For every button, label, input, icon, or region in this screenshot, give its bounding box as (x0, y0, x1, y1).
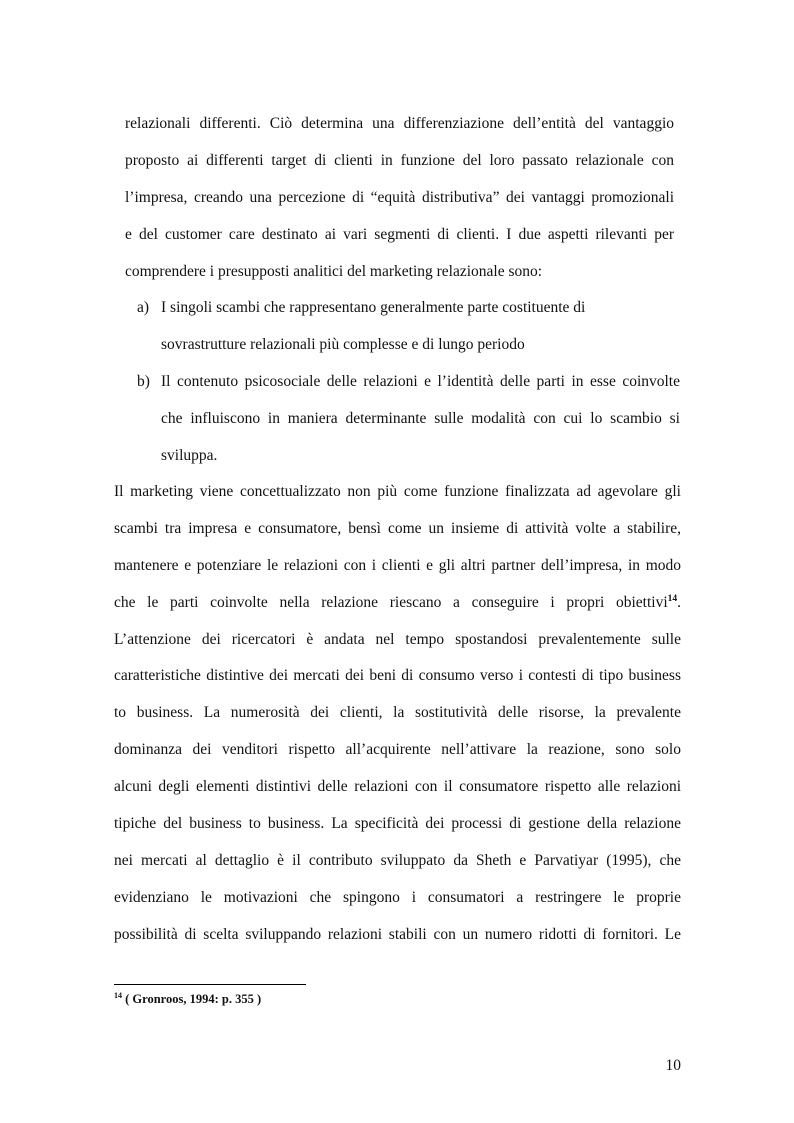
body-line: to business. La numerosità dei clienti, la sostitutività delle risorse, la prevalente (114, 704, 681, 721)
page-number: 10 (665, 1057, 681, 1074)
body-line: Il marketing viene concettualizzato non più come funzione finalizzata ad agevolare gli (114, 483, 681, 500)
body-line: proposto ai differenti target di clienti in funzione del loro passato relazionale con (125, 152, 674, 169)
body-line: tipiche del business to business. La specificità dei processi di gestione della relazione (114, 815, 681, 832)
footnote (114, 992, 261, 1007)
sentence-end: . (677, 594, 681, 611)
body-line: evidenziano le motivazioni che spingono i consumatori a restringere le proprie (114, 889, 681, 906)
footnote-mark: 14 (114, 991, 122, 1000)
body-line: L’attenzione dei ricercatori è andata nel tempo spostandosi prevalentemente sulle (114, 631, 681, 648)
list-marker: a) (137, 299, 150, 316)
list-marker: b) (137, 373, 150, 390)
body-line: relazionali differenti. Ciò determina una differenziazione dell’entità del vantaggio (125, 115, 674, 132)
body-text: che le parti coinvolte nella relazione riescano a conseguire i propri obiettivi (114, 594, 668, 611)
list-item-line: sovrastrutture relazionali più complesse e di lungo periodo (161, 336, 525, 353)
list-item-line: I singoli scambi che rappresentano generalmente parte costituente di (161, 299, 586, 316)
footnote-text: ( Gronroos, 1994: p. 355 ) (122, 992, 262, 1006)
body-line: dominanza dei venditori rispetto all’acquirente nell’attivare la reazione, sono solo (114, 741, 681, 758)
list-item-line: sviluppa. (161, 447, 218, 464)
body-line: e del customer care destinato ai vari segmenti di clienti. I due aspetti rilevanti per (125, 226, 674, 243)
body-line: scambi tra impresa e consumatore, bensì come un insieme di attività volte a stabilire, (114, 520, 681, 537)
body-line: alcuni degli elementi distintivi delle relazioni con il consumatore rispetto alle relazioni (114, 778, 681, 795)
body-line: possibilità di scelta sviluppando relazioni stabili con un numero ridotti di fornitori. Le (114, 926, 681, 943)
body-line-with-footnote (114, 593, 681, 613)
list-item-line: che influiscono in maniera determinante sulle modalità con cui lo scambio si (161, 410, 680, 427)
list-item-line: Il contenuto psicosociale delle relazioni e l’identità delle parti in esse coinvolte (161, 373, 680, 390)
body-line: caratteristiche distintive dei mercati dei beni di consumo verso i contesti di tipo business (114, 667, 681, 684)
body-line: mantenere e potenziare le relazioni con i clienti e gli altri partner dell’impresa, in modo (114, 557, 681, 574)
body-line: nei mercati al dettaglio è il contributo sviluppato da Sheth e Parvatiyar (1995), che (114, 852, 681, 869)
footnote-reference[interactable]: 14 (667, 594, 678, 604)
body-line: comprendere i presupposti analitici del marketing relazionale sono: (125, 263, 543, 280)
body-line: l’impresa, creando una percezione di “equità distributiva” dei vantaggi promozionali (125, 189, 674, 206)
footnote-separator (114, 984, 306, 985)
